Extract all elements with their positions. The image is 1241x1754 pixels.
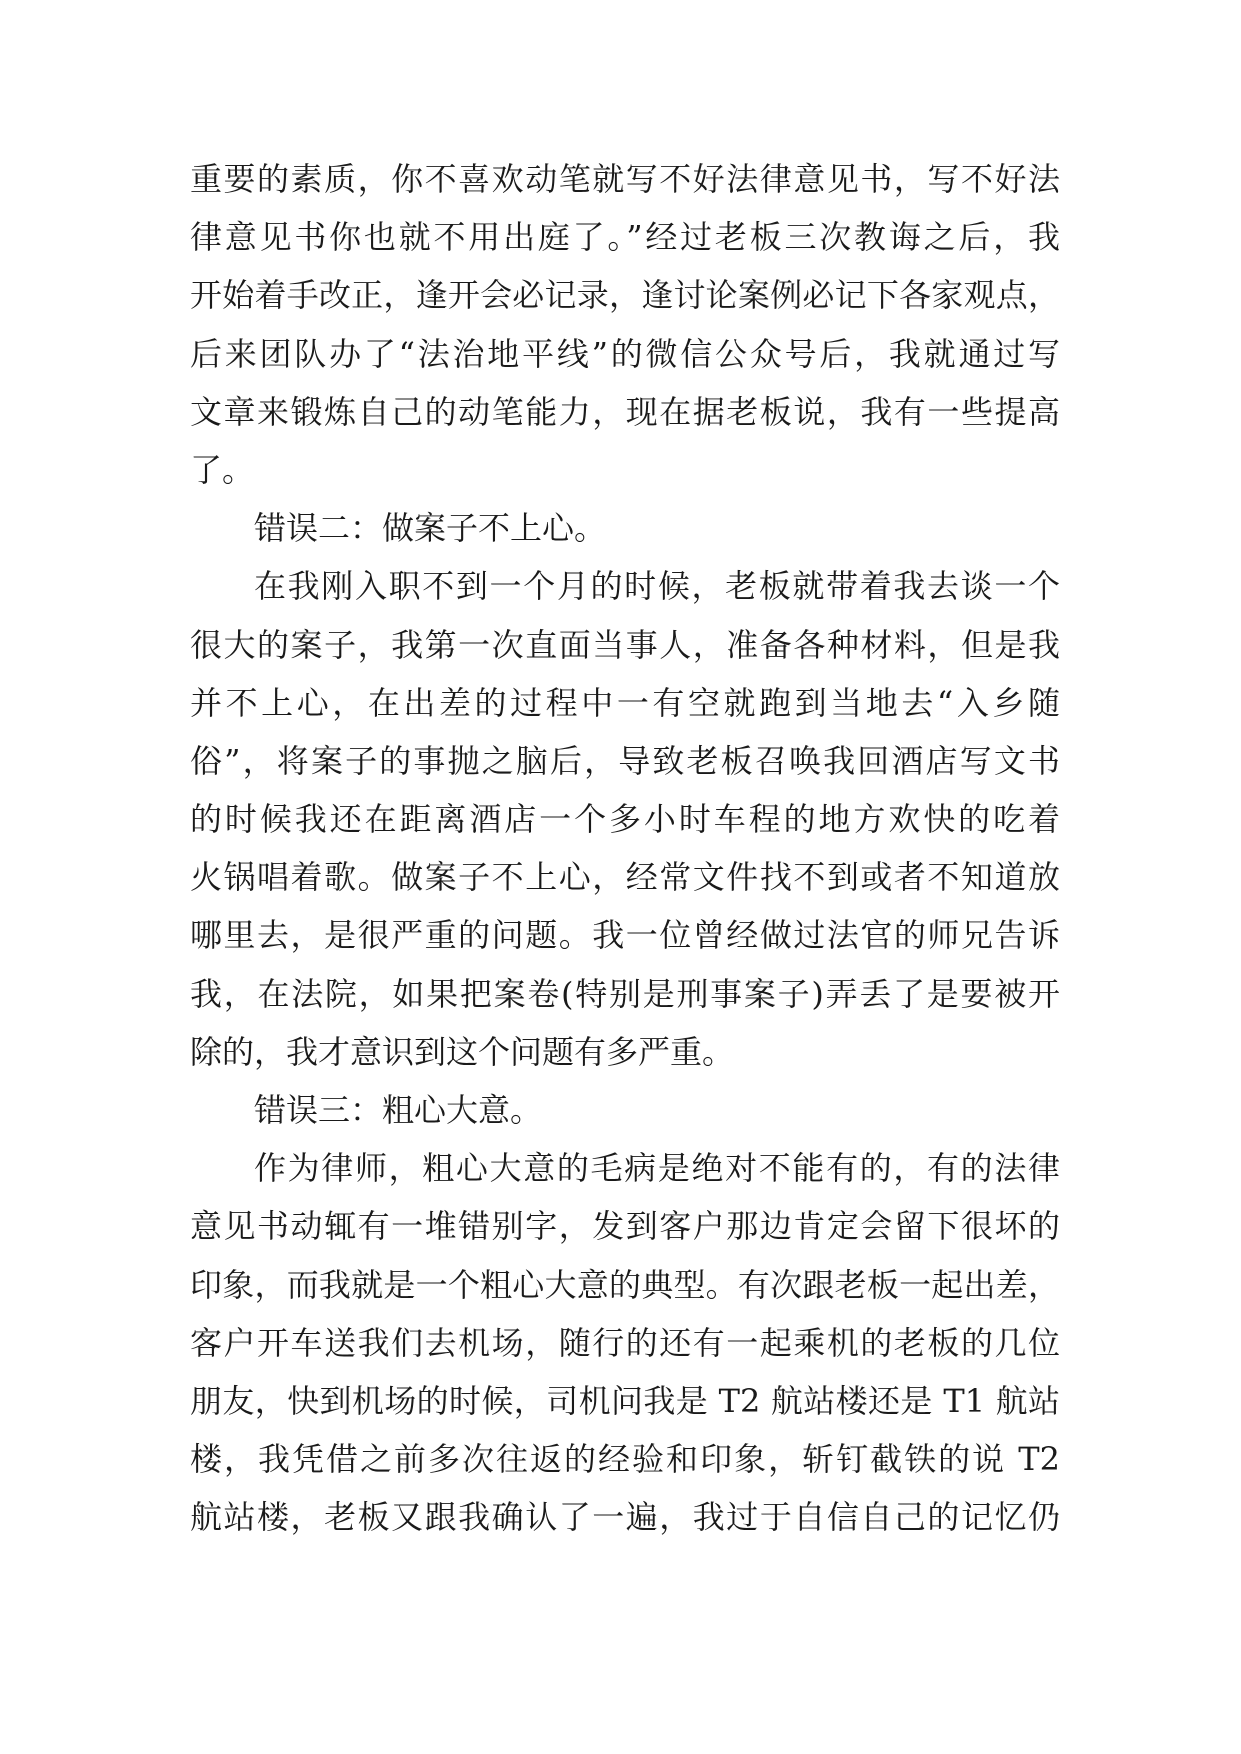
text-line: 俗”，将案子的事抛之脑后，导致老板召唤我回酒店写文书: [190, 741, 1060, 780]
text-line: 作为律师，粗心大意的毛病是绝对不能有的，有的法律: [254, 1149, 1060, 1188]
text-line: 文章来锻炼自己的动笔能力，现在据老板说，我有一些提高: [190, 392, 1060, 431]
text-line: 哪里去，是很严重的问题。我一位曾经做过法官的师兄告诉: [190, 916, 1060, 955]
text-line: 律意见书你也就不用出庭了。”经过老板三次教诲之后，我: [190, 218, 1060, 257]
text-line: 意见书动辄有一堆错别字，发到客户那边肯定会留下很坏的: [190, 1207, 1060, 1246]
text-line: 了。: [190, 450, 255, 489]
body-text: [190, 150, 1060, 1547]
text-line: 火锅唱着歌。做案子不上心，经常文件找不到或者不知道放: [190, 858, 1060, 897]
text-line: 朋友，快到机场的时候，司机问我是 T2 航站楼还是 T1 航站: [190, 1381, 1060, 1420]
text-line: 除的，我才意识到这个问题有多严重。: [190, 1032, 735, 1071]
text-line: 后来团队办了“法治地平线”的微信公众号后，我就通过写: [190, 334, 1060, 373]
text-line: 我，在法院，如果把案卷(特别是刑事案子)弄丢了是要被开: [190, 974, 1060, 1013]
section-heading: 错误三：粗心大意。: [254, 1091, 543, 1129]
text-line: 客户开车送我们去机场，随行的还有一起乘机的老板的几位: [190, 1323, 1060, 1362]
text-line: 的时候我还在距离酒店一个多小时车程的地方欢快的吃着: [190, 800, 1060, 839]
text-line: 很大的案子，我第一次直面当事人，准备各种材料，但是我: [190, 625, 1060, 664]
text-line: 并不上心，在出差的过程中一有空就跑到当地去“入乡随: [190, 683, 1060, 722]
text-line: 航站楼，老板又跟我确认了一遍，我过于自信自己的记忆仍: [190, 1498, 1060, 1537]
text-line: 在我刚入职不到一个月的时候，老板就带着我去谈一个: [254, 567, 1060, 606]
text-line: 重要的素质，你不喜欢动笔就写不好法律意见书，写不好法: [190, 160, 1060, 198]
text-line: 印象，而我就是一个粗心大意的典型。有次跟老板一起出差，: [190, 1265, 1060, 1304]
section-heading: 错误二：做案子不上心。: [254, 509, 607, 548]
text-line: 开始着手改正，逢开会必记录，逢讨论案例必记下各家观点，: [190, 276, 1060, 315]
text-line: 楼，我凭借之前多次往返的经验和印象，斩钉截铁的说 T2: [190, 1440, 1060, 1479]
